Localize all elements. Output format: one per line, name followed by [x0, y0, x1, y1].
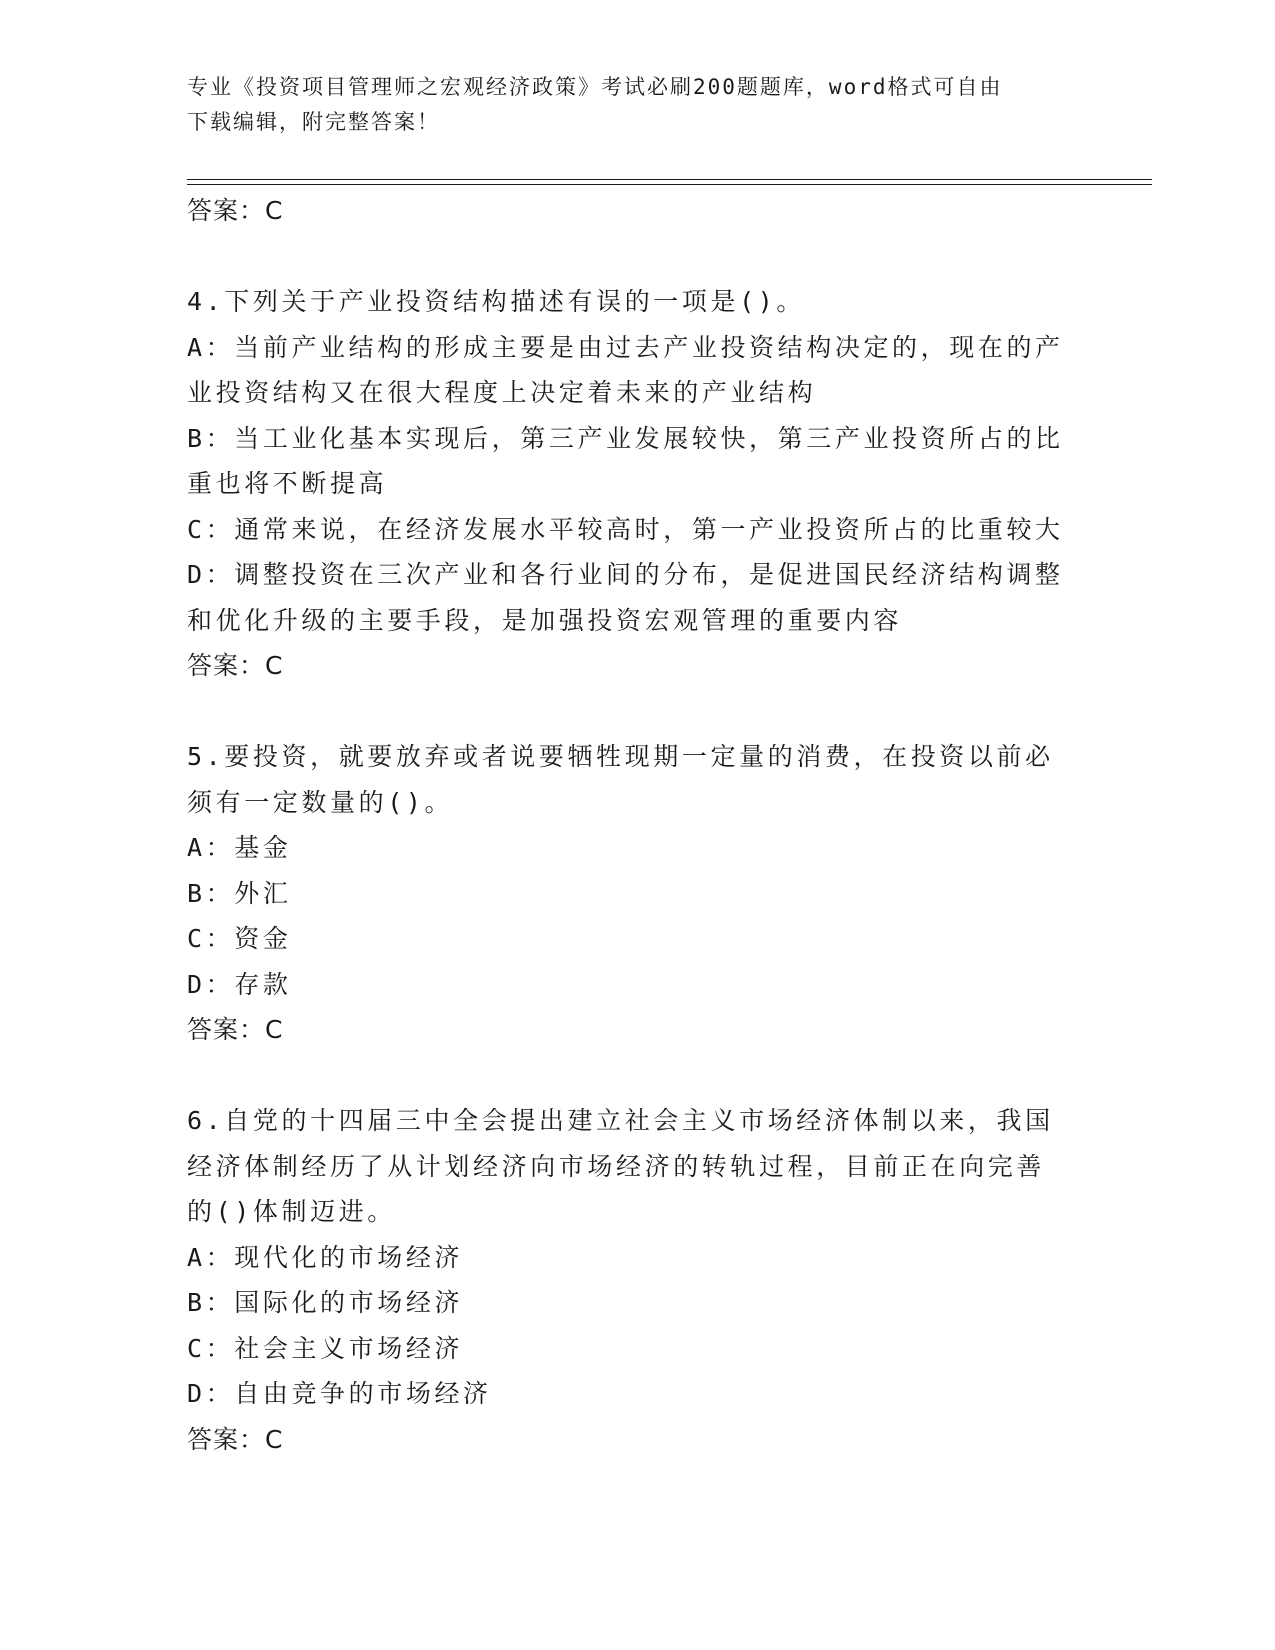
question-6-answer: 答案：C: [187, 1424, 284, 1454]
document-body: [187, 188, 1087, 1462]
spacer: [187, 1053, 1087, 1099]
question-6-stem-line-2: 经济体制经历了从计划经济向市场经济的转轨过程，目前正在向完善: [187, 1151, 1046, 1181]
question-6: [187, 1098, 1087, 1462]
header-divider-bottom: [187, 184, 1152, 185]
spacer: [187, 689, 1087, 735]
question-4-option-c: C：通常来说，在经济发展水平较高时，第一产业投资所占的比重较大: [187, 514, 1064, 544]
question-4-option-d-line-2: 和优化升级的主要手段，是加强投资宏观管理的重要内容: [187, 605, 903, 635]
question-6-stem-line-1: 6.自党的十四届三中全会提出建立社会主义市场经济体制以来，我国: [187, 1106, 1054, 1135]
question-6-option-c: C：社会主义市场经济: [187, 1333, 464, 1363]
question-4-option-a-line-2: 业投资结构又在很大程度上决定着未来的产业结构: [187, 378, 817, 407]
question-5-option-c: C：资金: [187, 924, 292, 953]
question-4-answer: 答案：C: [187, 651, 284, 680]
question-5: [187, 734, 1087, 1053]
question-5-stem-line-2: 须有一定数量的()。: [187, 787, 454, 817]
question-5-stem-line-1: 5.要投资，就要放弃或者说要牺牲现期一定量的消费，在投资以前必: [187, 742, 1054, 771]
question-5-option-b: B：外汇: [187, 878, 292, 908]
header-divider-top: [187, 179, 1152, 180]
question-4: [187, 279, 1087, 689]
question-6-option-b: B：国际化的市场经济: [187, 1288, 464, 1317]
question-4-option-d-line-1: D：调整投资在三次产业和各行业间的分布，是促进国民经济结构调整: [187, 560, 1064, 589]
document-header: [187, 70, 1087, 140]
question-5-option-d: D：存款: [187, 969, 292, 999]
spacer: [187, 234, 1087, 280]
question-6-option-a: A：现代化的市场经济: [187, 1242, 464, 1272]
header-line-2: 下载编辑，附完整答案！: [187, 110, 440, 134]
question-4-option-a-line-1: A：当前产业结构的形成主要是由过去产业投资结构决定的，现在的产: [187, 332, 1064, 362]
question-6-stem-line-3: 的()体制迈进。: [187, 1197, 396, 1226]
question-5-answer: 答案：C: [187, 1015, 284, 1044]
question-4-option-b-line-1: B：当工业化基本实现后，第三产业发展较快，第三产业投资所占的比: [187, 423, 1064, 453]
question-4-option-b-line-2: 重也将不断提高: [187, 469, 388, 498]
previous-answer: 答案：C: [187, 196, 284, 225]
header-line-1: 专业《投资项目管理师之宏观经济政策》考试必刷200题题库，word格式可自由: [187, 75, 1003, 99]
question-4-stem: 4.下列关于产业投资结构描述有误的一项是()。: [187, 287, 806, 316]
question-6-option-d: D：自由竞争的市场经济: [187, 1379, 492, 1408]
question-5-option-a: A：基金: [187, 833, 292, 862]
